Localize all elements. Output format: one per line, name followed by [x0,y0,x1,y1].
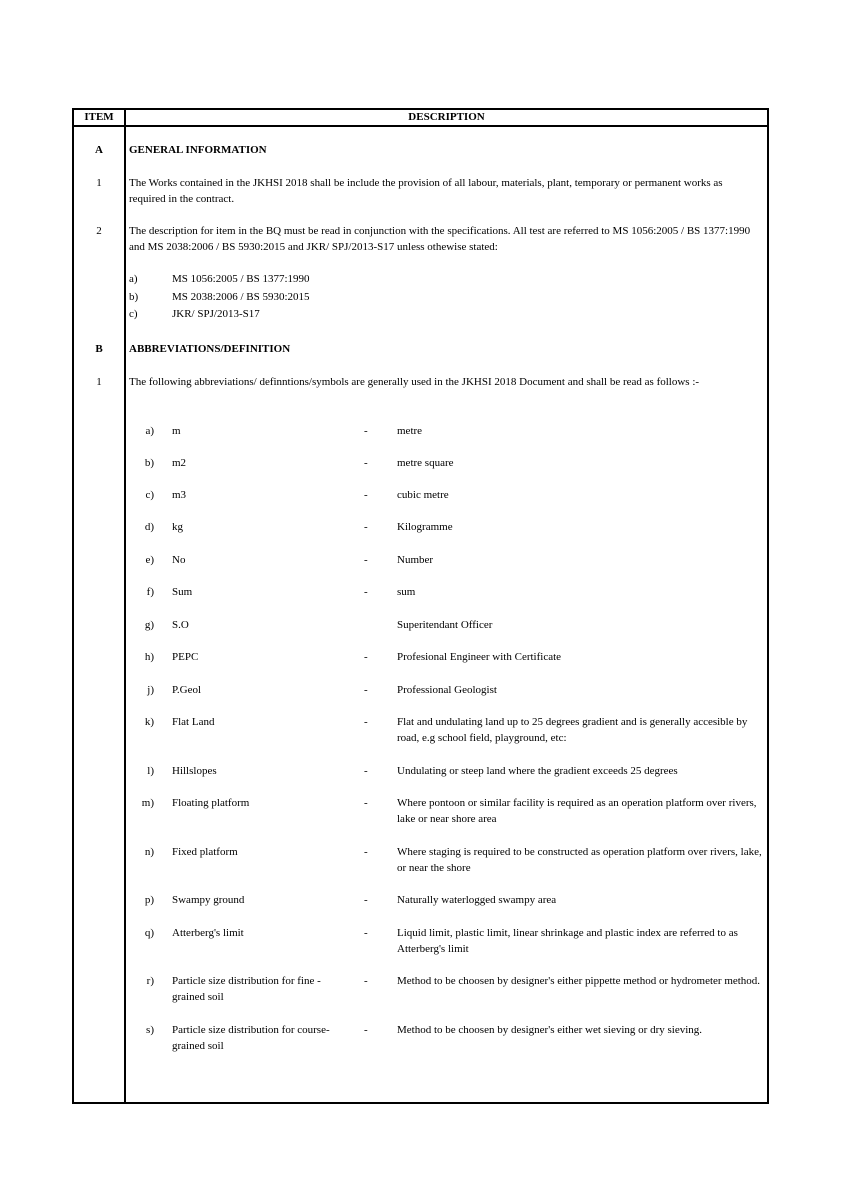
abbrev-label: k) [144,716,154,728]
abbrev-dash: - [364,586,368,598]
item-b1-number: 1 [96,376,102,388]
abbrev-dash: - [364,927,368,939]
abbrev-label: f) [146,586,154,598]
abbrev-definition: metre [397,425,423,437]
abbrev-term: Particle size distribution for course- grained soil [172,1024,330,1052]
section-a-title: GENERAL INFORMATION [129,144,267,156]
abbrev-term: PEPC [172,651,199,663]
abbrev-dash: - [364,684,368,696]
abbrev-definition: Professional Geologist [397,684,497,696]
abbrev-definition: Method to be choosen by designer's either wet sieving or dry sieving. [397,1024,703,1036]
abbrev-label: j) [147,684,154,696]
abbrev-dash: - [364,651,368,663]
abbrev-label: n) [144,846,154,858]
abbrev-term: P.Geol [172,684,202,696]
abbrev-dash: - [364,894,368,906]
abbrev-term: Flat Land [172,716,215,728]
abbrev-term: Floating platform [172,797,250,809]
abbrev-term: No [172,554,186,566]
abbrev-term: S.O [172,619,189,631]
abbrev-label: m) [141,797,154,809]
abbrev-dash: - [364,1024,368,1036]
abbrev-dash: - [364,846,368,858]
section-b-title: ABBREVIATIONS/DEFINITION [129,343,291,355]
abbrev-label: g) [144,619,154,631]
abbrev-definition: Flat and undulating land up to 25 degrees gradient and is generally accesible by road, e.g school field, playground, etc: [397,716,748,744]
abbrev-dash: - [364,716,368,728]
column-divider [124,108,126,1104]
header-item: ITEM [84,111,114,123]
abbrev-label: s) [146,1024,154,1036]
item-a2-text: The description for item in the BQ must be read in conjunction with the specifications. All test are referred to MS 1056:2005 / BS 1377:1990 and MS 2038:2006 / BS 5930:2015 and JKR/ SPJ/2013-S17 unless othewise stated: [129,225,751,253]
abbrev-dash: - [364,457,368,469]
abbrev-label: e) [145,554,154,566]
abbrev-label: b) [144,457,154,469]
header-description: DESCRIPTION [408,111,485,123]
abbrev-dash: - [364,765,368,777]
sublist-text: MS 1056:2005 / BS 1377:1990 [172,273,310,285]
abbrev-definition: cubic metre [397,489,449,501]
section-a-letter: A [95,144,103,156]
abbrev-definition: Superitendant Officer [397,619,493,631]
sublist-label: b) [129,291,139,303]
abbrev-dash: - [364,425,368,437]
abbrev-definition: Liquid limit, plastic limit, linear shrinkage and plastic index are referred to as Atterberg's limit [397,927,738,955]
abbrev-definition: Where staging is required to be constructed as operation platform over rivers, lake, or near the shore [397,846,762,874]
abbrev-dash: - [364,797,368,809]
abbrev-label: q) [144,927,154,939]
header-rule [72,125,769,127]
abbrev-label: l) [147,765,154,777]
abbrev-dash: - [364,554,368,566]
abbrev-dash: - [364,975,368,987]
abbrev-label: r) [146,975,154,987]
abbrev-definition: Naturally waterlogged swampy area [397,894,557,906]
abbrev-label: p) [144,894,154,906]
abbrev-definition: Kilogramme [397,521,453,533]
abbrev-term: m2 [172,457,187,469]
abbrev-term: kg [172,521,183,533]
item-b1-text: The following abbreviations/ definntions/symbols are generally used in the JKHSI 2018 Document and shall be read as follows :- [129,376,700,388]
abbrev-term: Particle size distribution for fine - grained soil [172,975,321,1003]
abbrev-definition: sum [397,586,416,598]
section-b-letter: B [95,343,103,355]
abbrev-label: c) [145,489,154,501]
abbrev-term: Fixed platform [172,846,238,858]
abbrev-term: m3 [172,489,187,501]
abbrev-label: h) [144,651,154,663]
abbrev-definition: Method to be choosen by designer's either pippette method or hydrometer method. [397,975,761,987]
abbrev-definition: Undulating or steep land where the gradient exceeds 25 degrees [397,765,678,777]
abbrev-definition: Number [397,554,434,566]
sublist-text: JKR/ SPJ/2013-S17 [172,308,260,320]
abbrev-label: d) [144,521,154,533]
abbrev-label: a) [145,425,154,437]
abbrev-term: Sum [172,586,193,598]
abbrev-definition: Where pontoon or similar facility is required as an operation platform over rivers, lake or near shore area [397,797,757,825]
item-a1-text: The Works contained in the JKHSI 2018 shall be include the provision of all labour, materials, plant, temporary or permanent works as required in the contract. [129,177,723,205]
item-a1-number: 1 [96,177,102,189]
abbrev-definition: metre square [397,457,454,469]
sublist-text: MS 2038:2006 / BS 5930:2015 [172,291,310,303]
sublist-label: a) [129,273,138,285]
abbrev-term: Hillslopes [172,765,217,777]
abbrev-dash: - [364,521,368,533]
sublist-label: c) [129,308,138,320]
abbrev-term: Atterberg's limit [172,927,244,939]
abbrev-term: Swampy ground [172,894,245,906]
abbrev-term: m [172,425,181,437]
item-a2-number: 2 [96,225,102,237]
abbrev-definition: Profesional Engineer with Certificate [397,651,562,663]
abbrev-dash: - [364,489,368,501]
